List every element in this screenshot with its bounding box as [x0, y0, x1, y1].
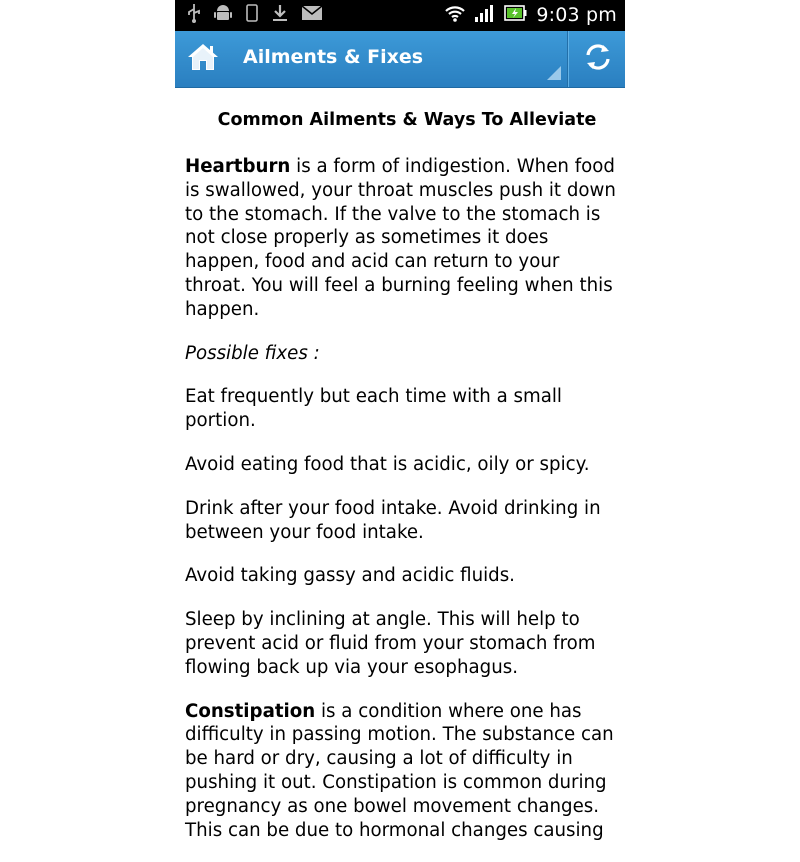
status-bar: [175, 0, 625, 31]
android-debug-icon: [213, 3, 233, 27]
constipation-term: Constipation: [185, 700, 316, 722]
phone-screen: [175, 0, 625, 841]
possible-fixes-label: Possible fixes :: [185, 342, 320, 364]
mail-icon: [301, 4, 323, 26]
home-button[interactable]: [175, 31, 231, 87]
heartburn-paragraph: [185, 155, 617, 322]
article-content: [185, 106, 617, 862]
fix-item: Drink after your food intake. Avoid drinking in between your food intake.: [185, 497, 601, 543]
heartburn-term: Heartburn: [185, 156, 291, 177]
fix-item: Sleep by inclining at angle. This will help to prevent acid or fluid from your stomach from flowing back up via your esophagus.: [185, 609, 596, 678]
constipation-paragraph: [185, 700, 617, 843]
refresh-button[interactable]: [571, 31, 625, 87]
battery-charging-icon: [504, 4, 528, 26]
action-bar: [175, 31, 625, 88]
download-icon: [271, 3, 289, 27]
refresh-icon: [582, 41, 614, 77]
home-icon: [187, 42, 219, 76]
phone-icon: [245, 3, 259, 27]
heartburn-text: is a form of indigestion. When food is swallowed, your throat muscles push it down to the stomach. If the valve to the stomach is not close properly as sometimes it does happen, food and acid can return to your throat. You will feel a burning feeling when this happen.: [185, 156, 616, 320]
signal-icon: [474, 3, 496, 27]
fix-item: Avoid eating food that is acidic, oily or spicy.: [185, 453, 590, 475]
status-time: 9:03 pm: [536, 4, 617, 26]
dropdown-triangle-icon: [547, 65, 561, 84]
constipation-text: is a condition where one has difficulty in passing motion. The substance can be hard or dry, causing a lot of difficulty in pushing it out. Constipation is common during pregnancy as one bowel movement changes. This can be due to hormonal changes causing: [185, 700, 614, 841]
action-bar-divider: [568, 31, 569, 87]
fix-item: Eat frequently but each time with a small portion.: [185, 386, 562, 432]
article-heading: Common Ailments & Ways To Alleviate: [217, 110, 597, 130]
app-title[interactable]: Ailments & Fixes: [243, 46, 424, 68]
fix-item: Avoid taking gassy and acidic fluids.: [185, 565, 515, 587]
usb-icon: [187, 3, 201, 27]
wifi-icon: [444, 3, 466, 27]
